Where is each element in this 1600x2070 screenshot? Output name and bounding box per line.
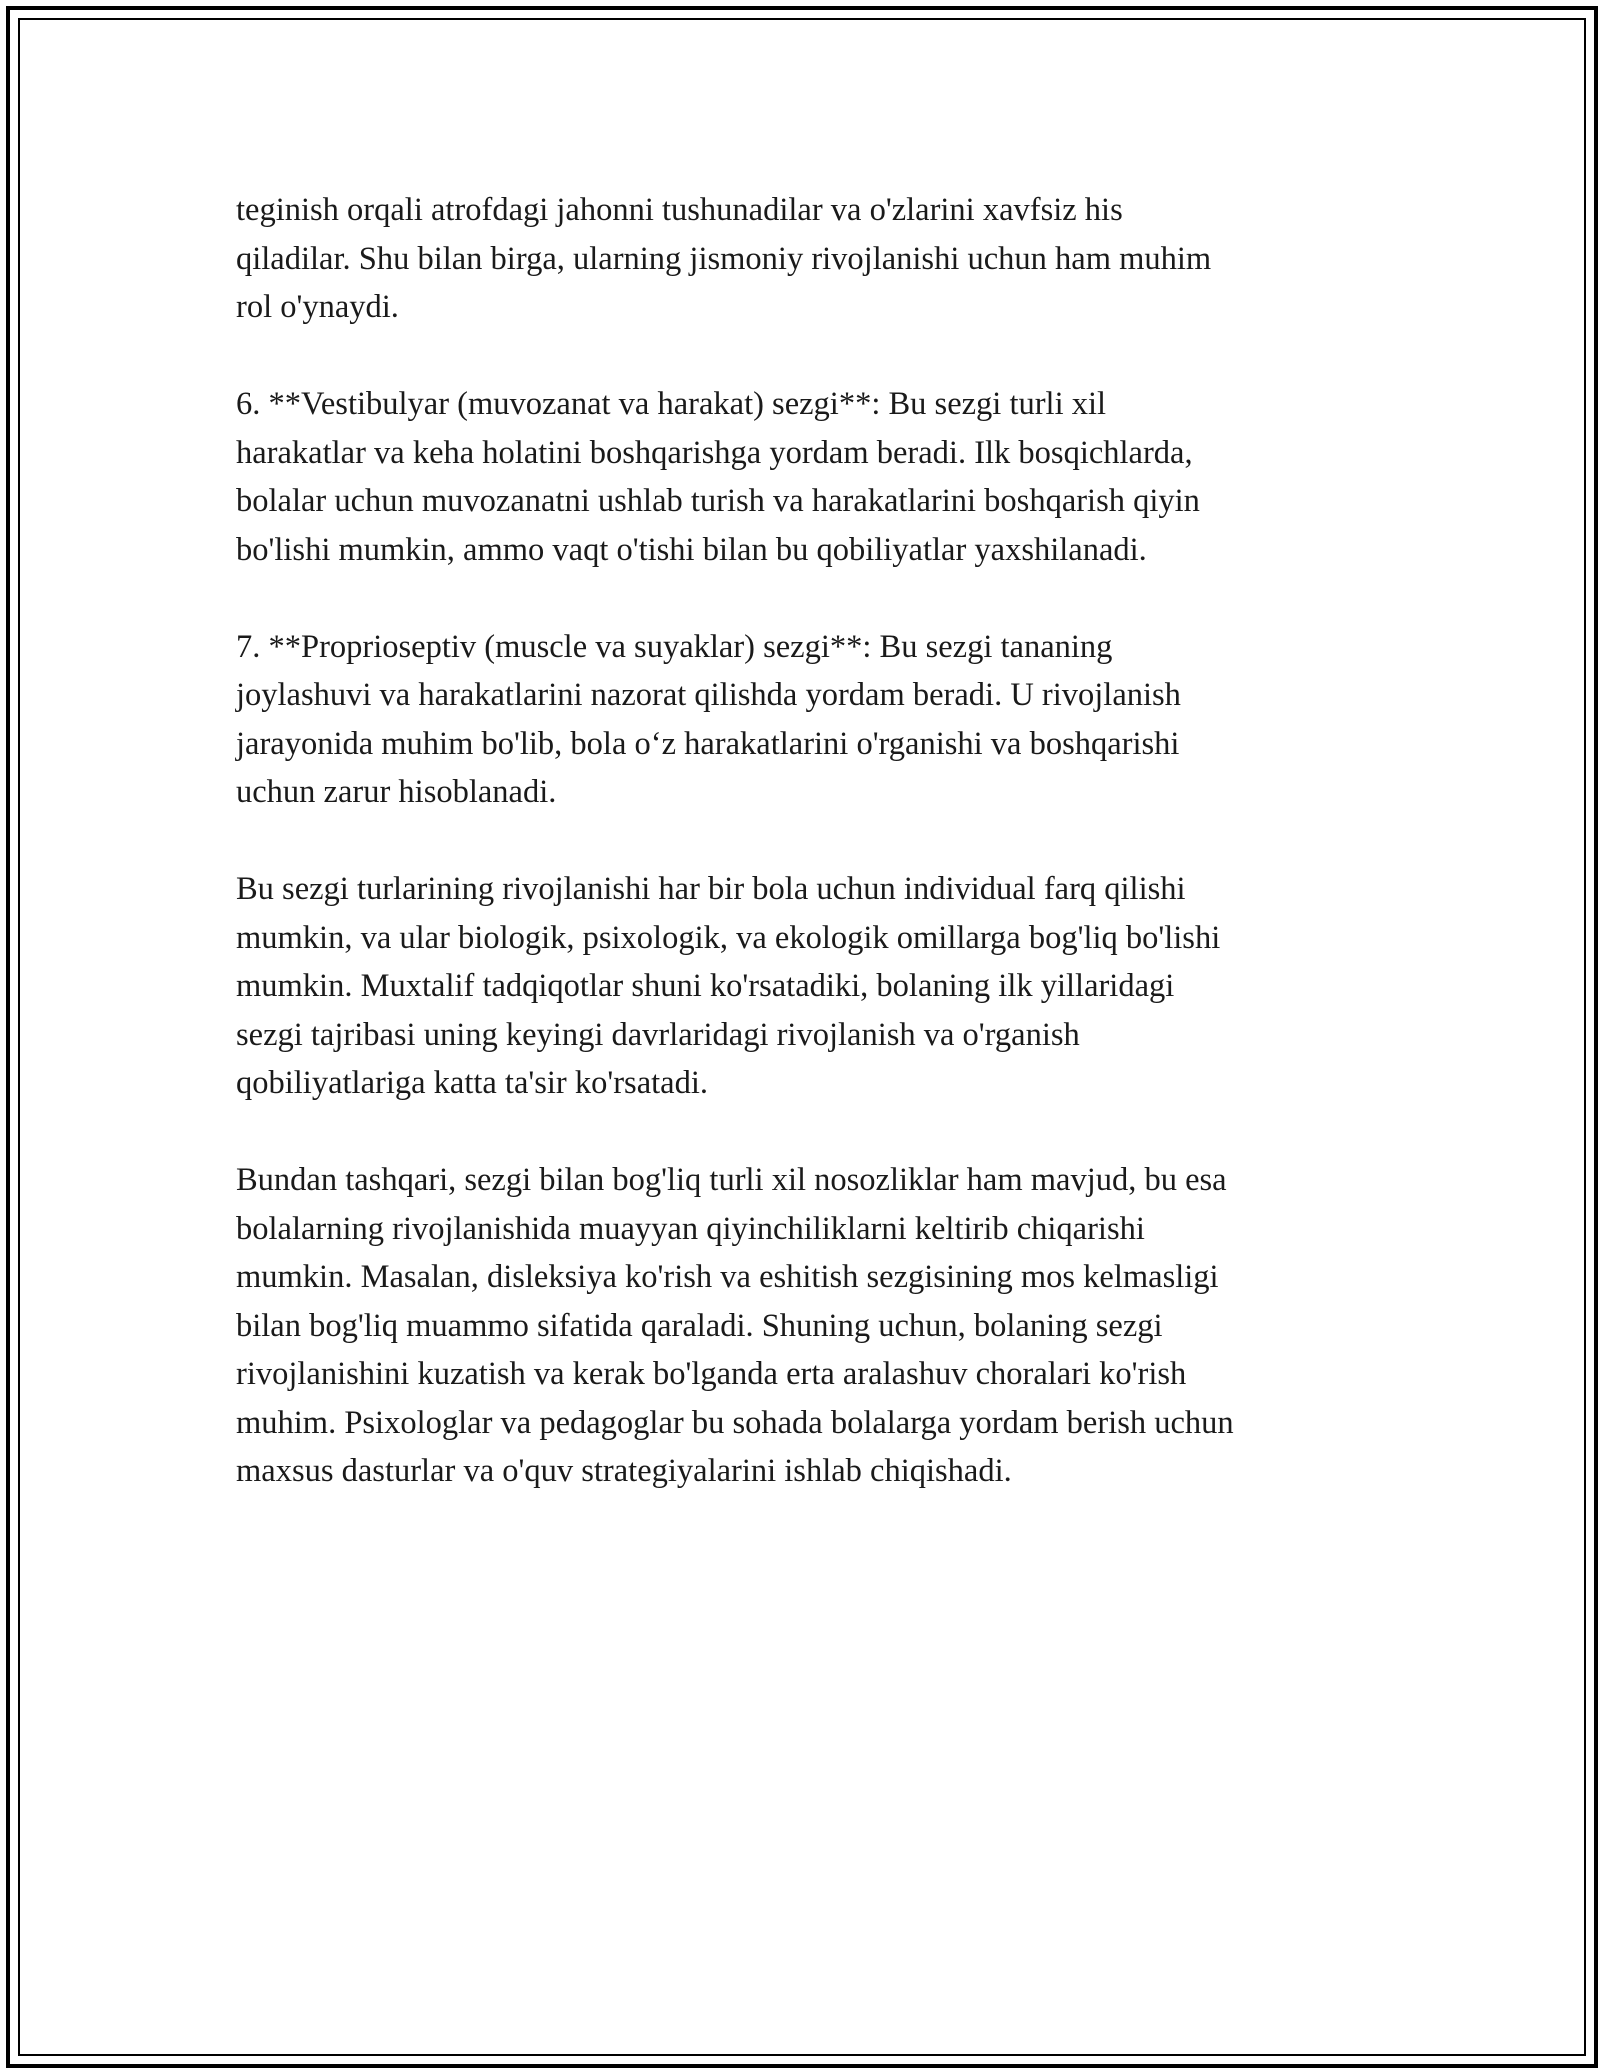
text-line: bolalarning rivojlanishida muayyan qiyinchiliklarni keltirib chiqarishi — [236, 1210, 1145, 1247]
text-line: mumkin. Masalan, disleksiya ko'rish va eshitish sezgisining mos kelmasligi — [236, 1259, 1219, 1295]
text-line: mumkin. Muxtalif tadqiqotlar shuni ko'rsatadiki, bolaning ilk yillaridagi — [236, 968, 1175, 1004]
text-line: mumkin, va ular biologik, psixologik, va ekologik omillarga bog'liq bo'lishi — [236, 919, 1221, 956]
text-line: qobiliyatlariga katta ta'sir ko'rsatadi. — [236, 1065, 708, 1101]
text-line: bilan bog'liq muammo sifatida qaraladi. Shuning uchun, bolaning sezgi — [236, 1307, 1163, 1344]
paragraph-intro — [236, 186, 1386, 332]
text-line: uchun zarur hisoblanadi. — [236, 774, 557, 810]
text-line: 6. **Vestibulyar (muvozanat va harakat) sezgi**: Bu sezgi turli xil — [236, 386, 1107, 422]
text-line: jarayonida muhim bo'lib, bola o‘z harakatlarini o'rganishi va boshqarishi — [236, 725, 1180, 762]
text-line: bolalar uchun muvozanatni ushlab turish va harakatlarini boshqarish qiyin — [236, 483, 1200, 519]
text-line: muhim. Psixologlar va pedagoglar bu sohada bolalarga yordam berish uchun — [236, 1404, 1234, 1441]
document-body — [236, 186, 1386, 1544]
text-line: Bu sezgi turlarining rivojlanishi har bir bola uchun individual farq qilishi — [236, 871, 1186, 907]
text-line: 7. **Proprioseptiv (muscle va suyaklar) sezgi**: Bu sezgi tananing — [236, 628, 1113, 665]
text-line: sezgi tajribasi uning keyingi davrlaridagi rivojlanish va o'rganish — [236, 1016, 1080, 1053]
paragraph-vestibular — [236, 380, 1386, 574]
paragraph-proprioceptive — [236, 623, 1386, 817]
text-line: rivojlanishini kuzatish va kerak bo'lganda erta aralashuv choralari ko'rish — [236, 1356, 1187, 1392]
text-line: Bundan tashqari, sezgi bilan bog'liq turli xil nosozliklar ham mavjud, bu esa — [236, 1162, 1227, 1198]
paragraph-individual-differences — [236, 865, 1386, 1108]
text-line: bo'lishi mumkin, ammo vaqt o'tishi bilan bu qobiliyatlar yaxshilanadi. — [236, 531, 1147, 568]
text-line: rol o'ynaydi. — [236, 289, 399, 325]
paragraph-disorders — [236, 1156, 1386, 1496]
text-line: joylashuvi va harakatlarini nazorat qilishda yordam beradi. U rivojlanish — [236, 677, 1181, 713]
text-line: maxsus dasturlar va o'quv strategiyalarini ishlab chiqishadi. — [236, 1453, 1012, 1489]
text-line: teginish orqali atrofdagi jahonni tushunadilar va o'zlarini xavfsiz his — [236, 192, 1123, 228]
text-line: harakatlar va keha holatini boshqarishga yordam beradi. Ilk bosqichlarda, — [236, 434, 1193, 471]
text-line: qiladilar. Shu bilan birga, ularning jismoniy rivojlanishi uchun ham muhim — [236, 240, 1212, 277]
